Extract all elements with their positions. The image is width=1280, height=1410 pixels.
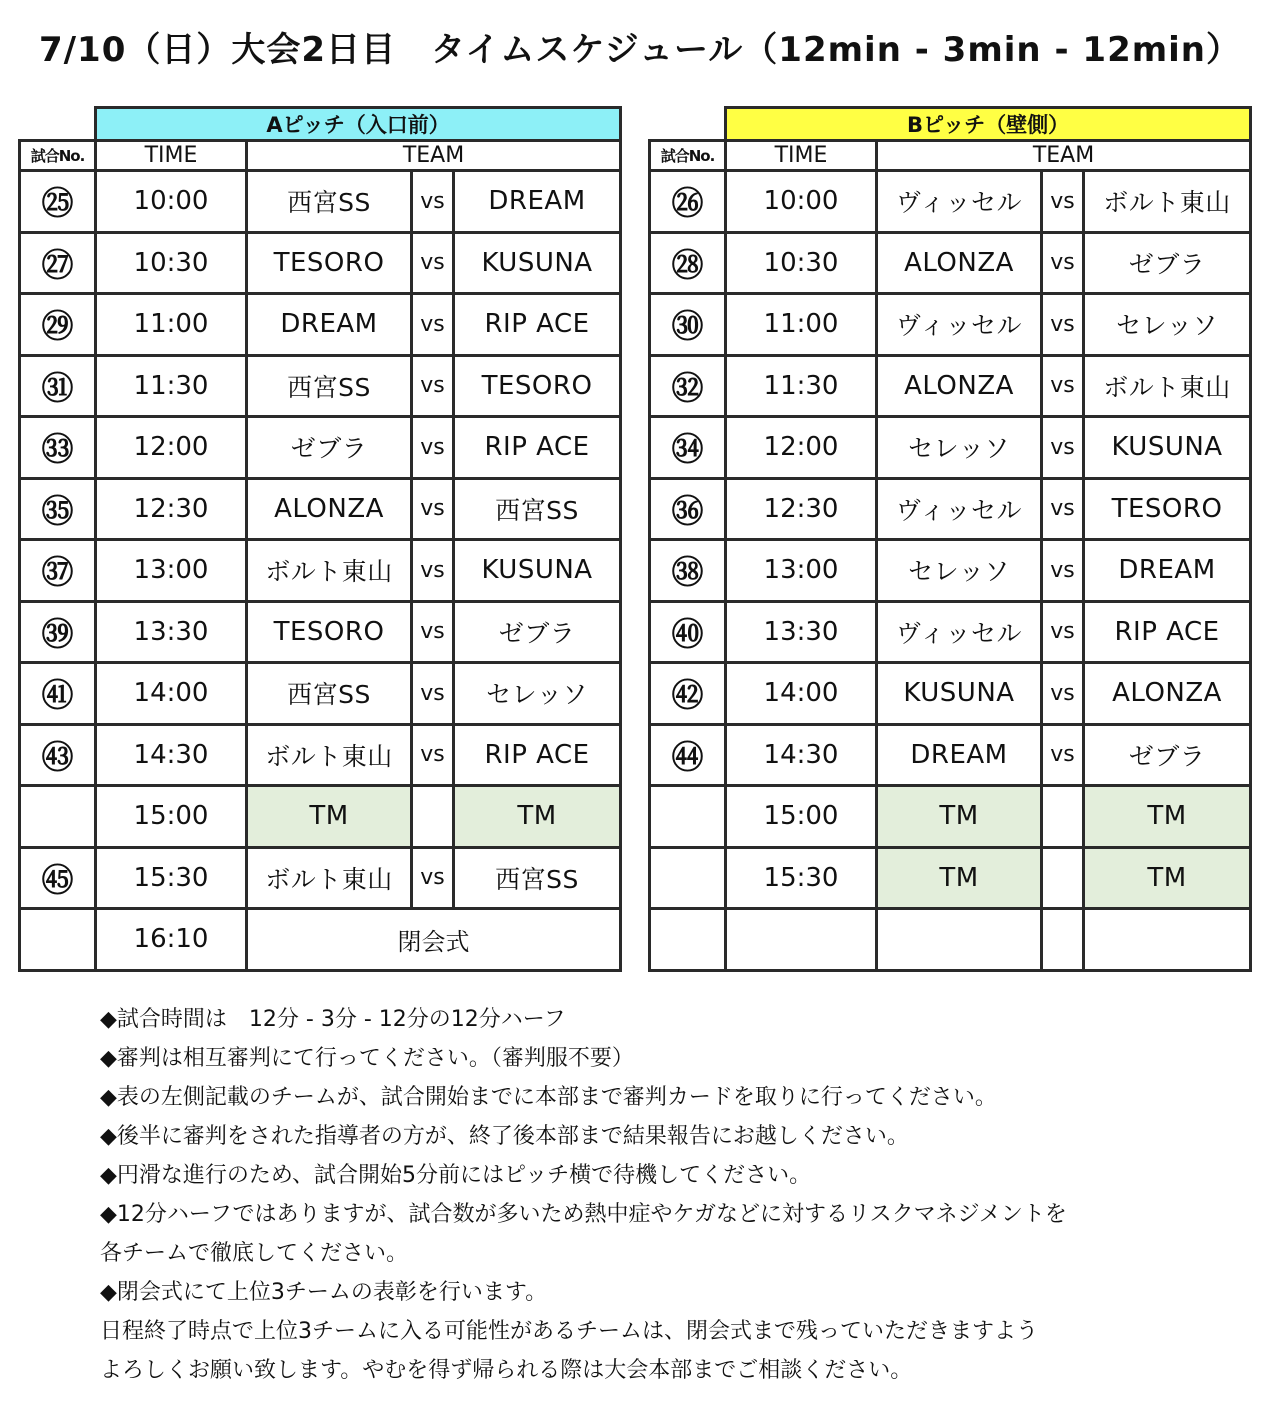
note-line: 各チームで徹底してください。: [100, 1241, 409, 1266]
closing-away: [1084, 909, 1251, 971]
match-time: 15:30: [726, 847, 877, 909]
table-row: [20, 601, 621, 663]
vs-label: vs: [1042, 478, 1084, 540]
home-team: ALONZA: [877, 232, 1042, 294]
table-row: [650, 294, 1251, 356]
header-no: 試合No.: [650, 141, 726, 171]
table-row: [650, 478, 1251, 540]
home-team: ボルト東山: [247, 847, 412, 909]
match-time: 15:30: [96, 847, 247, 909]
vs-label: vs: [412, 540, 454, 602]
table-row: [20, 478, 621, 540]
vs-label: vs: [1042, 663, 1084, 725]
away-team: TESORO: [454, 355, 621, 417]
away-team: ALONZA: [1084, 663, 1251, 725]
match-number: ㉝: [20, 417, 96, 479]
vs-label: vs: [412, 232, 454, 294]
match-time: 13:30: [96, 601, 247, 663]
away-team: ゼブラ: [1084, 724, 1251, 786]
table-row: [650, 601, 1251, 663]
vs-label: vs: [1042, 232, 1084, 294]
vs-label: [1042, 786, 1084, 848]
table-row: [650, 786, 1251, 848]
home-team: ヴィッセル: [877, 294, 1042, 356]
away-team: DREAM: [1084, 540, 1251, 602]
table-row: [650, 417, 1251, 479]
match-time: 10:30: [96, 232, 247, 294]
header-team: TEAM: [877, 141, 1251, 171]
table-row: [20, 171, 621, 233]
match-number: [650, 786, 726, 848]
match-number: [650, 847, 726, 909]
vs-label: vs: [412, 478, 454, 540]
away-team: RIP ACE: [454, 294, 621, 356]
match-time: 10:00: [96, 171, 247, 233]
note-line: ◆審判は相互審判にて行ってください。（審判服不要）: [100, 1046, 634, 1071]
away-team: KUSUNA: [454, 232, 621, 294]
match-number: ㉗: [20, 232, 96, 294]
match-number: ㊷: [650, 663, 726, 725]
match-number: ㉙: [20, 294, 96, 356]
closing-no: [20, 909, 96, 971]
vs-label: vs: [412, 847, 454, 909]
away-team: ゼブラ: [454, 601, 621, 663]
note-line: ◆閉会式にて上位3チームの表彰を行います。: [100, 1280, 548, 1305]
match-number: ㉜: [650, 355, 726, 417]
table-row: [20, 417, 621, 479]
note-line: ◆表の左側記載のチームが、試合開始までに本部まで審判カードを取りに行ってください。: [100, 1085, 997, 1110]
vs-label: vs: [412, 294, 454, 356]
closing-vs: [1042, 909, 1084, 971]
match-number: ㉘: [650, 232, 726, 294]
schedule-table: [18, 106, 622, 972]
header-team: TEAM: [247, 141, 621, 171]
home-team: ゼブラ: [247, 417, 412, 479]
match-time: 14:30: [726, 724, 877, 786]
home-team: ヴィッセル: [877, 601, 1042, 663]
home-team: TM: [877, 786, 1042, 848]
match-number: ㊱: [650, 478, 726, 540]
vs-label: vs: [1042, 601, 1084, 663]
note-line: よろしくお願い致します。やむを得ず帰られる際は大会本部までご相談ください。: [100, 1358, 913, 1383]
table-row: [650, 171, 1251, 233]
home-team: 西宮SS: [247, 663, 412, 725]
note-line: ◆円滑な進行のため、試合開始5分前にはピッチ横で待機してください。: [100, 1163, 812, 1188]
home-team: ボルト東山: [247, 540, 412, 602]
away-team: ボルト東山: [1084, 355, 1251, 417]
away-team: セレッソ: [454, 663, 621, 725]
match-time: 12:00: [96, 417, 247, 479]
notes-section: [100, 1000, 1220, 1390]
table-row: [650, 724, 1251, 786]
home-team: 西宮SS: [247, 171, 412, 233]
vs-label: [1042, 847, 1084, 909]
match-time: 10:00: [726, 171, 877, 233]
match-time: 15:00: [96, 786, 247, 848]
match-number: ㉞: [650, 417, 726, 479]
pitch-name: Bピッチ（壁側）: [726, 108, 1251, 141]
vs-label: vs: [412, 355, 454, 417]
away-team: セレッソ: [1084, 294, 1251, 356]
table-row: [650, 663, 1251, 725]
match-number: ㊹: [650, 724, 726, 786]
match-number: [20, 786, 96, 848]
closing-ceremony: 閉会式: [247, 909, 621, 971]
away-team: TM: [454, 786, 621, 848]
match-time: 12:30: [96, 478, 247, 540]
closing-row: [650, 909, 1251, 971]
home-team: DREAM: [877, 724, 1042, 786]
vs-label: vs: [1042, 355, 1084, 417]
match-time: 10:30: [726, 232, 877, 294]
match-number: ㊴: [20, 601, 96, 663]
note-line: 日程終了時点で上位3チームに入る可能性があるチームは、閉会式まで残っていただきますよう: [100, 1319, 1039, 1344]
pitch-b-table: [648, 106, 1252, 972]
closing-time: 16:10: [96, 909, 247, 971]
away-team: TM: [1084, 786, 1251, 848]
vs-label: vs: [1042, 540, 1084, 602]
away-team: TESORO: [1084, 478, 1251, 540]
match-time: 11:30: [726, 355, 877, 417]
match-number: ㉛: [20, 355, 96, 417]
match-time: 13:00: [96, 540, 247, 602]
vs-label: vs: [412, 171, 454, 233]
vs-label: [412, 786, 454, 848]
table-row: [20, 232, 621, 294]
table-row: [650, 232, 1251, 294]
closing-time: [726, 909, 877, 971]
table-row: [20, 663, 621, 725]
match-number: ㉟: [20, 478, 96, 540]
match-number: ㉖: [650, 171, 726, 233]
match-time: 13:00: [726, 540, 877, 602]
table-row: [20, 786, 621, 848]
vs-label: vs: [1042, 724, 1084, 786]
home-team: TESORO: [247, 232, 412, 294]
table-row: [650, 847, 1251, 909]
match-number: ㉕: [20, 171, 96, 233]
table-row: [650, 540, 1251, 602]
table-row: [20, 355, 621, 417]
away-team: RIP ACE: [454, 417, 621, 479]
match-time: 15:00: [726, 786, 877, 848]
home-team: ALONZA: [877, 355, 1042, 417]
vs-label: vs: [412, 724, 454, 786]
away-team: DREAM: [454, 171, 621, 233]
home-team: ボルト東山: [247, 724, 412, 786]
closing-row: [20, 909, 621, 971]
away-team: RIP ACE: [1084, 601, 1251, 663]
home-team: TM: [877, 847, 1042, 909]
table-row: [20, 540, 621, 602]
home-team: ヴィッセル: [877, 478, 1042, 540]
pitch-name: Aピッチ（入口前）: [96, 108, 621, 141]
away-team: 西宮SS: [454, 847, 621, 909]
note-line: ◆試合時間は 12分 - 3分 - 12分の12分ハーフ: [100, 1007, 566, 1032]
table-row: [650, 355, 1251, 417]
match-time: 11:00: [726, 294, 877, 356]
away-team: ゼブラ: [1084, 232, 1251, 294]
home-team: 西宮SS: [247, 355, 412, 417]
banner-spacer: [20, 108, 96, 141]
match-number: ㊸: [20, 724, 96, 786]
home-team: TESORO: [247, 601, 412, 663]
match-number: ㊺: [20, 847, 96, 909]
match-time: 14:00: [96, 663, 247, 725]
note-line: ◆12分ハーフではありますが、試合数が多いため熱中症やケガなどに対するリスクマネジメントを: [100, 1202, 1067, 1227]
vs-label: vs: [1042, 417, 1084, 479]
match-time: 14:30: [96, 724, 247, 786]
vs-label: vs: [412, 663, 454, 725]
match-time: 12:00: [726, 417, 877, 479]
match-number: ㊶: [20, 663, 96, 725]
home-team: セレッソ: [877, 417, 1042, 479]
match-time: 13:30: [726, 601, 877, 663]
away-team: TM: [1084, 847, 1251, 909]
match-number: ㉚: [650, 294, 726, 356]
away-team: KUSUNA: [454, 540, 621, 602]
match-time: 11:00: [96, 294, 247, 356]
table-row: [20, 847, 621, 909]
pitch-a-table: [18, 106, 622, 972]
vs-label: vs: [412, 601, 454, 663]
banner-spacer: [650, 108, 726, 141]
home-team: DREAM: [247, 294, 412, 356]
header-time: TIME: [96, 141, 247, 171]
note-line: ◆後半に審判をされた指導者の方が、終了後本部まで結果報告にお越しください。: [100, 1124, 909, 1149]
home-team: TM: [247, 786, 412, 848]
table-row: [20, 294, 621, 356]
header-no: 試合No.: [20, 141, 96, 171]
match-time: 12:30: [726, 478, 877, 540]
closing-no: [650, 909, 726, 971]
match-time: 14:00: [726, 663, 877, 725]
match-number: ㊵: [650, 601, 726, 663]
schedule-table: [648, 106, 1252, 972]
header-time: TIME: [726, 141, 877, 171]
away-team: RIP ACE: [454, 724, 621, 786]
match-time: 11:30: [96, 355, 247, 417]
vs-label: vs: [1042, 171, 1084, 233]
away-team: KUSUNA: [1084, 417, 1251, 479]
table-row: [20, 724, 621, 786]
home-team: KUSUNA: [877, 663, 1042, 725]
closing-home: [877, 909, 1042, 971]
home-team: セレッソ: [877, 540, 1042, 602]
match-number: ㊲: [20, 540, 96, 602]
match-number: ㊳: [650, 540, 726, 602]
page-title: 7/10（日）大会2日目 タイムスケジュール（12min - 3min - 12min）: [38, 30, 1242, 70]
vs-label: vs: [1042, 294, 1084, 356]
away-team: ボルト東山: [1084, 171, 1251, 233]
home-team: ヴィッセル: [877, 171, 1042, 233]
home-team: ALONZA: [247, 478, 412, 540]
vs-label: vs: [412, 417, 454, 479]
away-team: 西宮SS: [454, 478, 621, 540]
